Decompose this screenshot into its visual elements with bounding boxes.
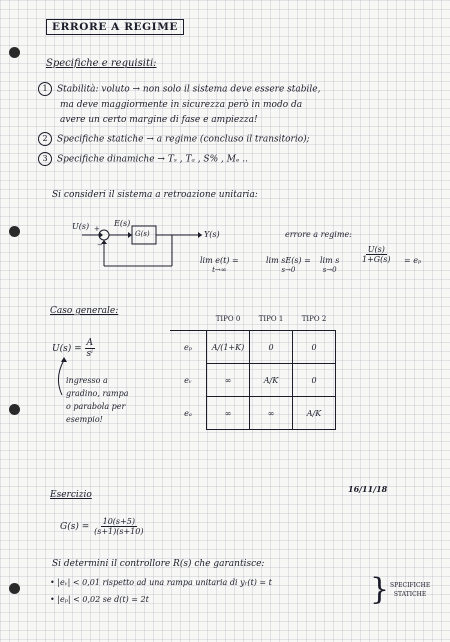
general-u-den: sⁱ <box>86 349 93 359</box>
exercise-req-text: |eₚ| < 0,02 se d(t) = 2t <box>57 595 149 604</box>
general-note <box>66 374 129 426</box>
table-row <box>170 364 336 397</box>
system-intro: Si consideri il sistema a retroazione unitaria: <box>52 190 258 200</box>
requirements-brace: } <box>370 572 390 607</box>
table-cell: A/K <box>293 397 336 430</box>
regime-lim3-text: lim s <box>320 256 340 265</box>
table-row <box>170 397 336 430</box>
spec-number: 1 <box>38 82 52 96</box>
block-plus-sign: + <box>94 225 100 233</box>
error-table <box>170 308 336 430</box>
regime-result: = eₚ <box>404 256 422 265</box>
brace-label <box>390 581 430 599</box>
table-row-label: eₚ <box>170 331 207 364</box>
table-cell: 0 <box>250 331 293 364</box>
spec-line: Specifiche dinamiche → Tₛ , Tₐ , S% , Mₑ .. <box>57 154 249 165</box>
table-row-label: eₐ <box>170 397 207 430</box>
exercise-g-den: (s+1)(s+10) <box>94 527 144 536</box>
table-corner <box>170 308 207 331</box>
regime-lim2-sub: s→0 <box>281 266 296 274</box>
regime-frac-den: 1+G(s) <box>362 255 391 264</box>
table-cell: ∞ <box>250 397 293 430</box>
exercise-req-2 <box>50 595 149 604</box>
exercise-req-text: |eᵥ| < 0,01 rispetto ad una rampa unitaria di yᵣ(t) = t <box>57 578 272 587</box>
regime-frac-num: U(s) <box>367 245 385 254</box>
spec-line: Stabilità: voluto → non solo il sistema deve essere stabile, <box>57 84 321 95</box>
table-row <box>170 331 336 364</box>
table-row-label: eᵥ <box>170 364 207 397</box>
spec-line: ma deve maggiormente in sicurezza però in modo da <box>60 99 303 110</box>
block-minus-sign: − <box>97 241 103 249</box>
general-u-num: A <box>86 338 94 348</box>
regime-label: errore a regime: <box>285 230 352 239</box>
exercise-req-1 <box>50 578 272 587</box>
note-line: o parabola per <box>66 402 126 411</box>
spec-line: avere un certo margine di fase e ampiezza! <box>60 114 258 125</box>
spec-number: 3 <box>38 152 52 166</box>
regime-lim2-text: lim sE(s) = <box>266 256 311 265</box>
block-input-label: U(s) <box>72 222 90 231</box>
table-cell: ∞ <box>207 364 250 397</box>
regime-lim3-sub: s→0 <box>322 266 337 274</box>
note-line: ingresso a <box>66 376 108 385</box>
exercise-heading: Esercizio <box>50 490 92 500</box>
note-line: gradino, rampa <box>66 389 129 398</box>
exercise-determine: Si determini il controllore R(s) che garantisce: <box>52 559 265 569</box>
exercise-g-label: G(s) = <box>60 522 90 532</box>
bullet: • <box>50 578 55 587</box>
table-cell: A/(1+K) <box>207 331 250 364</box>
table-header-tipo0: TIPO 0 <box>215 315 241 323</box>
general-heading: Caso generale: <box>50 306 119 316</box>
specs-heading: Specifiche e requisiti: <box>46 58 157 69</box>
spec-line: Specifiche statiche → a regime (concluso il transitorio); <box>57 134 310 145</box>
page-title: ERRORE A REGIME <box>46 19 184 35</box>
block-g-label: G(s) <box>135 230 150 238</box>
exercise-g-num: 10(s+5) <box>102 517 135 526</box>
table-header-tipo2: TIPO 2 <box>301 315 327 323</box>
table-cell: 0 <box>293 331 336 364</box>
bullet: • <box>50 595 55 604</box>
regime-lim1-sub: t→∞ <box>212 266 227 274</box>
block-output-label: Y(s) <box>204 230 220 239</box>
note-line: esempio! <box>66 415 103 424</box>
block-error-label: E(s) <box>114 219 131 228</box>
brace-label-line: SPECIFICHE <box>390 582 431 589</box>
page-date: 16/11/18 <box>348 484 388 494</box>
table-header-tipo1: TIPO 1 <box>258 315 284 323</box>
brace-label-line: STATICHE <box>393 591 427 598</box>
exercise-g-formula <box>60 517 145 536</box>
regime-lim1-text: lim e(t) = <box>200 256 239 265</box>
table-cell: A/K <box>250 364 293 397</box>
table-cell: 0 <box>293 364 336 397</box>
general-u-label: U(s) = <box>52 344 82 354</box>
table-cell: ∞ <box>207 397 250 430</box>
spec-number: 2 <box>38 132 52 146</box>
